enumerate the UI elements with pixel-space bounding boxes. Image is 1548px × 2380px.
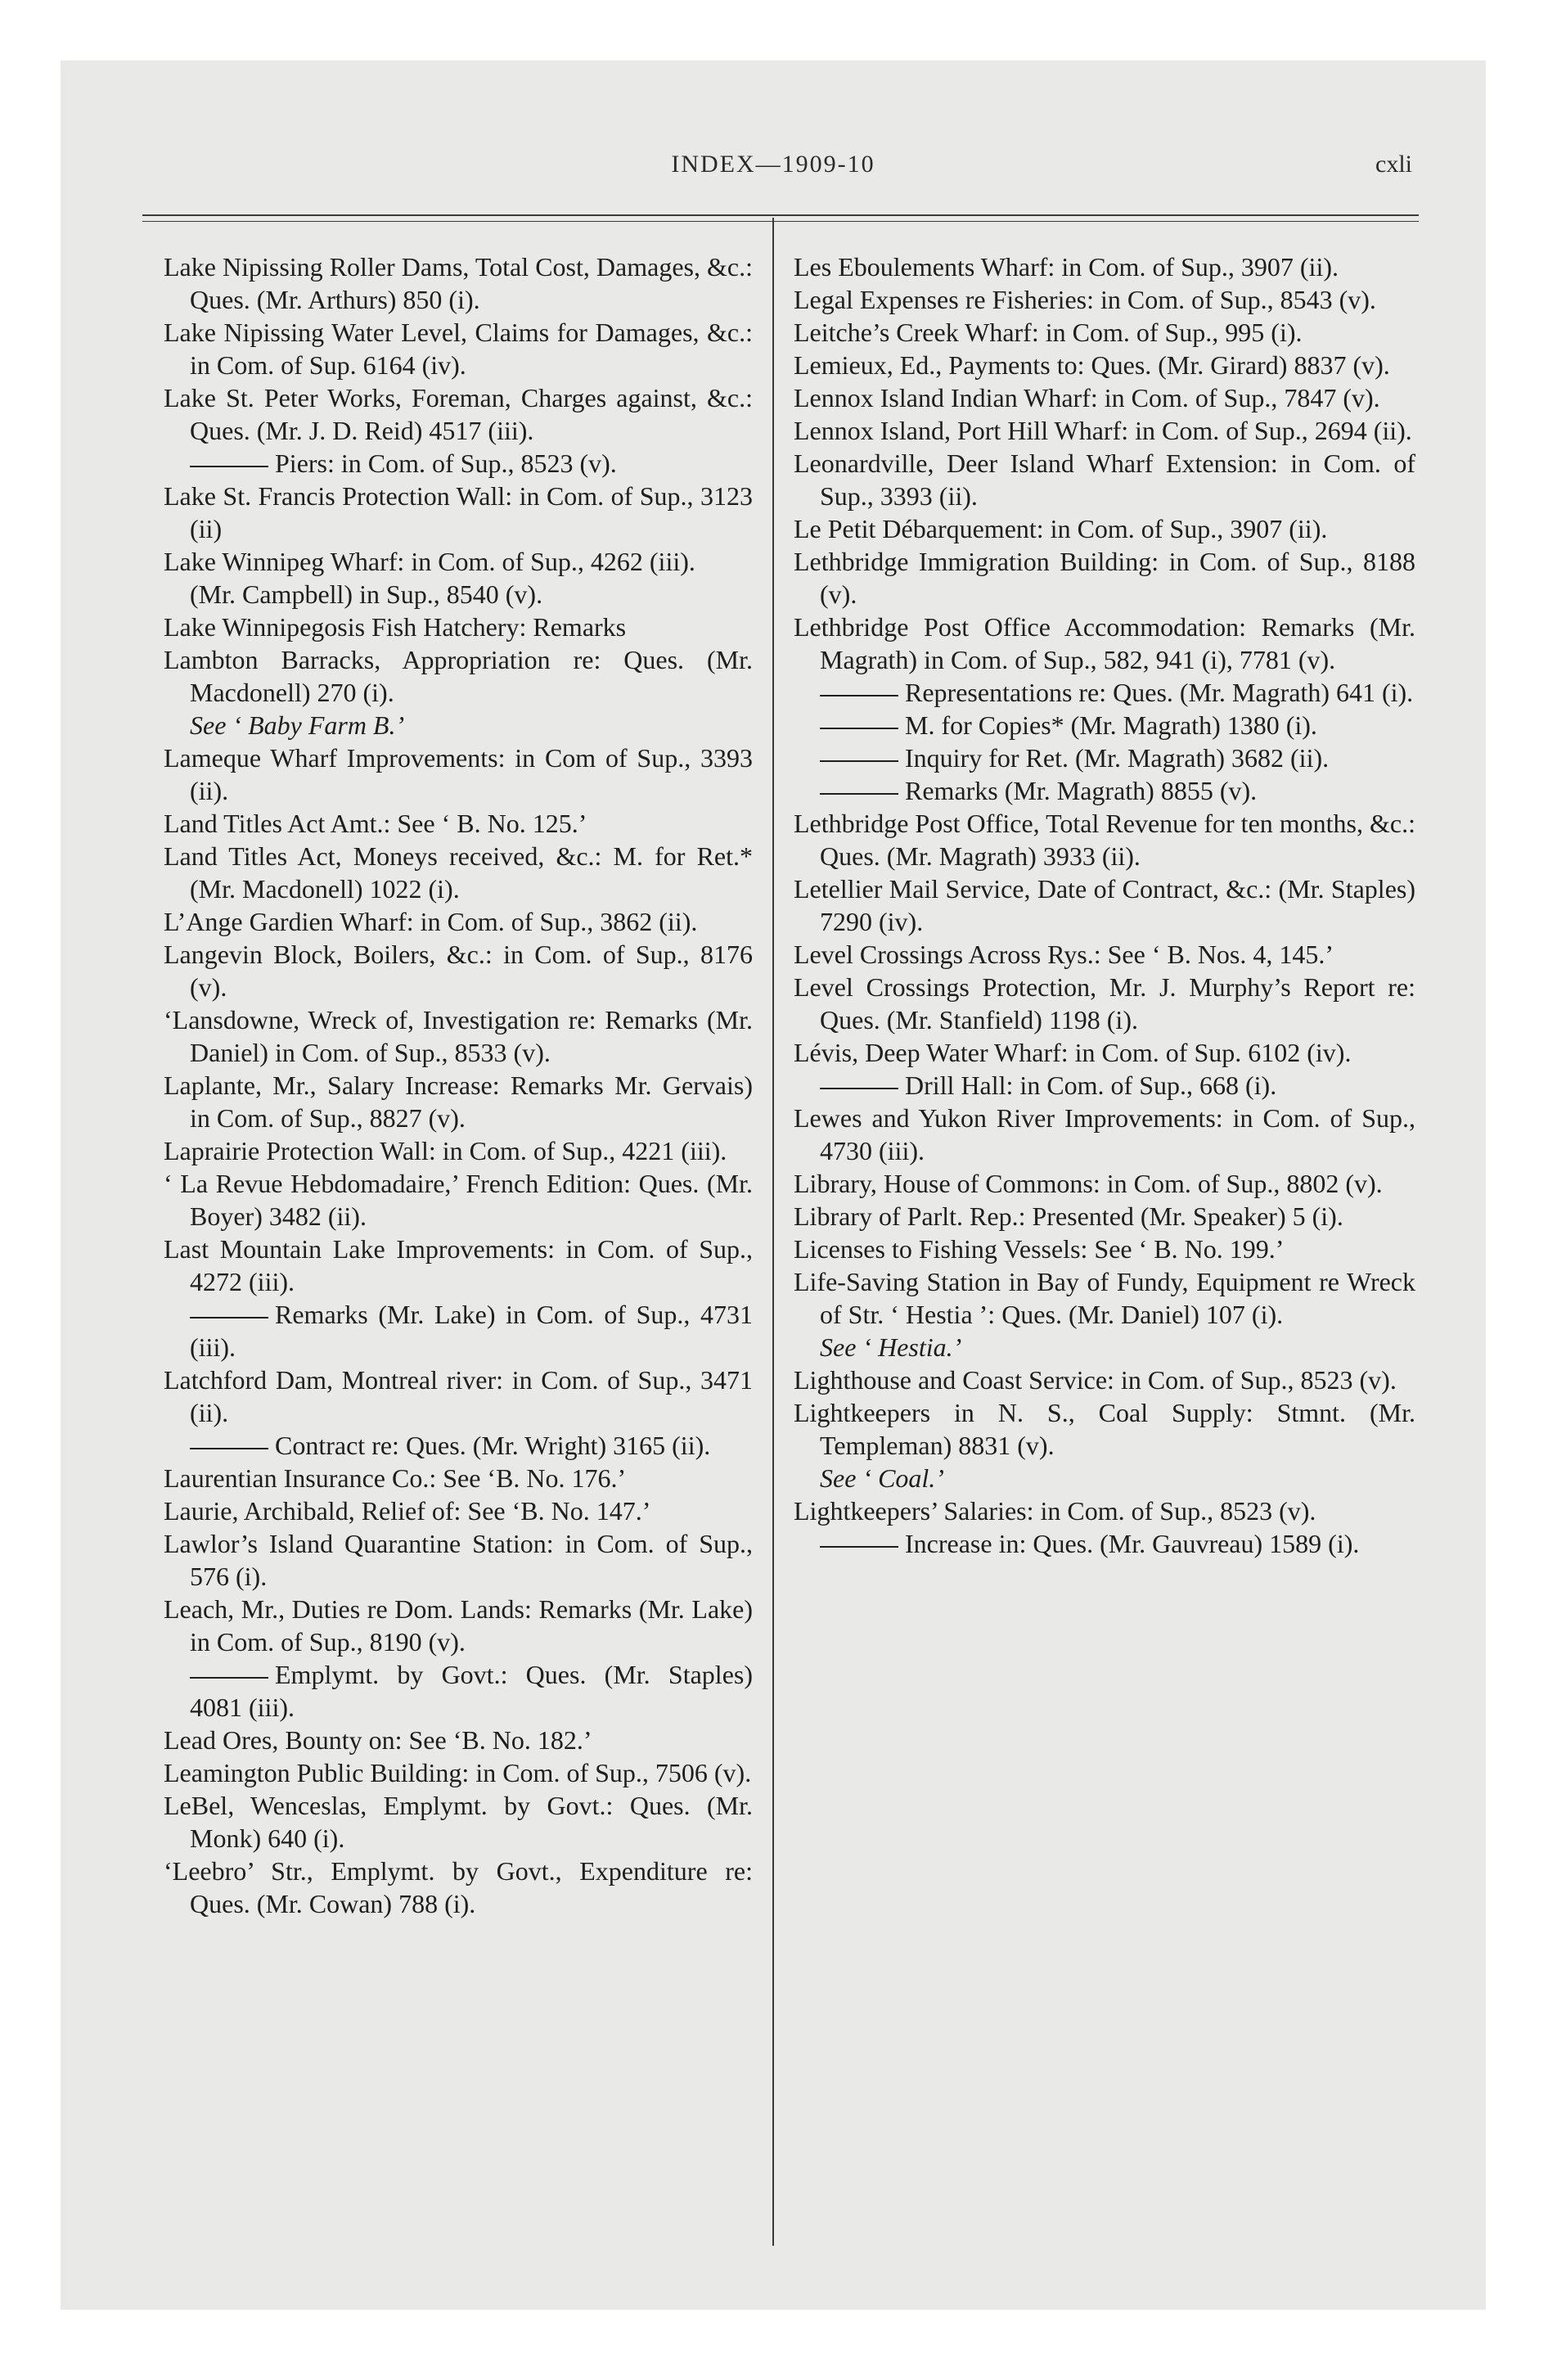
- index-entry: Land Titles Act, Moneys received, &c.: M. for Ret.* (Mr. Macdonell) 1022 (i).: [164, 841, 753, 904]
- index-entry: Leitche’s Creek Wharf: in Com. of Sup., 995 (i).: [794, 318, 1303, 347]
- ditto-dash: [190, 1317, 268, 1318]
- index-entry: Library, House of Commons: in Com. of Sup., 8802 (v).: [794, 1169, 1383, 1198]
- index-entry: Letellier Mail Service, Date of Contract, &c.: (Mr. Staples) 7290 (iv).: [794, 874, 1415, 936]
- index-subentry: [164, 1429, 753, 1462]
- index-entry: Laurie, Archibald, Relief of: See ‘B. No. 147.’: [164, 1496, 651, 1526]
- index-entry: Lambton Barracks, Appropriation re: Ques. (Mr. Macdonell) 270 (i).: [164, 645, 753, 707]
- header-rule: [142, 214, 1419, 216]
- index-subentry: [164, 1658, 753, 1724]
- index-entry: L’Ange Gardien Wharf: in Com. of Sup., 3862 (ii).: [164, 907, 698, 936]
- index-entry: Lennox Island Indian Wharf: in Com. of Sup., 7847 (v).: [794, 383, 1380, 412]
- index-entry: Lewes and Yukon River Improvements: in Com. of Sup., 4730 (iii).: [794, 1103, 1415, 1165]
- index-column-left: [164, 250, 753, 1920]
- index-entry: Lake St. Francis Protection Wall: in Com. of Sup., 3123 (ii): [164, 481, 753, 543]
- index-entry: Laplante, Mr., Salary Increase: Remarks Mr. Gervais) in Com. of Sup., 8827 (v).: [164, 1071, 753, 1133]
- index-entry: Langevin Block, Boilers, &c.: in Com. of Sup., 8176 (v).: [164, 940, 753, 1002]
- index-entry: Last Mountain Lake Improvements: in Com. of Sup., 4272 (iii).: [164, 1234, 753, 1296]
- index-entry: Lawlor’s Island Quarantine Station: in Com. of Sup., 576 (i).: [164, 1529, 753, 1591]
- index-entry: ‘ La Revue Hebdomadaire,’ French Edition: Ques. (Mr. Boyer) 3482 (ii).: [164, 1169, 753, 1231]
- ditto-dash: [190, 1448, 268, 1449]
- index-subentry: [794, 741, 1415, 774]
- index-subentry: [794, 1069, 1415, 1102]
- index-entry: Land Titles Act Amt.: See ‘ B. No. 125.’: [164, 809, 587, 838]
- index-entry: Legal Expenses re Fisheries: in Com. of Sup., 8543 (v).: [794, 285, 1376, 314]
- subentry-text: Contract re: Ques. (Mr. Wright) 3165 (ii).: [275, 1431, 711, 1460]
- index-column-right: [794, 250, 1415, 1560]
- index-entry: Lake Nipissing Roller Dams, Total Cost, Damages, &c.: Ques. (Mr. Arthurs) 850 (i).: [164, 252, 753, 314]
- subentry-text: Remarks (Mr. Lake) in Com. of Sup., 4731 (iii).: [190, 1300, 753, 1362]
- ditto-dash: [820, 1088, 898, 1089]
- index-entry: Les Eboulements Wharf: in Com. of Sup., 3907 (ii).: [794, 252, 1339, 282]
- index-subentry: [164, 1298, 753, 1364]
- index-entry: Lethbridge Post Office Accommodation: Remarks (Mr. Magrath) in Com. of Sup., 582, 941 (i), 7781 (v).: [794, 612, 1415, 674]
- running-title: INDEX—1909-10: [671, 151, 875, 178]
- subentry-text: M. for Copies* (Mr. Magrath) 1380 (i).: [905, 710, 1317, 740]
- index-see-reference: See ‘ Baby Farm B.’: [190, 710, 405, 740]
- index-entry: Laurentian Insurance Co.: See ‘B. No. 176.’: [164, 1463, 627, 1493]
- ditto-dash: [820, 760, 898, 762]
- ditto-dash: [820, 728, 898, 729]
- index-subentry: [164, 447, 753, 480]
- index-entry: Leonardville, Deer Island Wharf Extension: in Com. of Sup., 3393 (ii).: [794, 449, 1415, 511]
- index-entry: Level Crossings Across Rys.: See ‘ B. Nos. 4, 145.’: [794, 940, 1334, 969]
- subentry-text: Representations re: Ques. (Mr. Magrath) 641 (i).: [905, 678, 1414, 707]
- index-entry: Lead Ores, Bounty on: See ‘B. No. 182.’: [164, 1725, 592, 1755]
- ditto-dash: [820, 1546, 898, 1548]
- index-entry: Library of Parlt. Rep.: Presented (Mr. Speaker) 5 (i).: [794, 1201, 1343, 1231]
- index-entry: Life-Saving Station in Bay of Fundy, Equipment re Wreck of Str. ‘ Hestia ’: Ques. (Mr. Daniel) 107 (i).: [794, 1267, 1415, 1329]
- index-entry: ‘Leebro’ Str., Emplymt. by Govt., Expenditure re: Ques. (Mr. Cowan) 788 (i).: [164, 1856, 753, 1918]
- page-header: [61, 151, 1486, 200]
- index-entry: ‘Lansdowne, Wreck of, Investigation re: Remarks (Mr. Daniel) in Com. of Sup., 8533 (v).: [164, 1005, 753, 1067]
- index-entry: LeBel, Wenceslas, Emplymt. by Govt.: Ques. (Mr. Monk) 640 (i).: [164, 1791, 753, 1853]
- scanned-page: [61, 61, 1486, 2310]
- index-entry: Lightkeepers in N. S., Coal Supply: Stmnt. (Mr. Templeman) 8831 (v).: [794, 1398, 1415, 1460]
- subentry-text: Remarks (Mr. Magrath) 8855 (v).: [905, 776, 1258, 805]
- index-continuation: (Mr. Campbell) in Sup., 8540 (v).: [190, 579, 543, 609]
- subentry-text: Drill Hall: in Com. of Sup., 668 (i).: [905, 1071, 1277, 1100]
- subentry-text: Increase in: Ques. (Mr. Gauvreau) 1589 (i).: [905, 1529, 1360, 1558]
- column-divider: [772, 218, 774, 2246]
- index-entry: Lethbridge Immigration Building: in Com. of Sup., 8188 (v).: [794, 547, 1415, 609]
- index-subentry: [794, 1527, 1415, 1560]
- page-number: cxli: [1375, 151, 1412, 178]
- index-entry: Lemieux, Ed., Payments to: Ques. (Mr. Girard) 8837 (v).: [794, 350, 1390, 380]
- index-entry: Lake Winnipegosis Fish Hatchery: Remarks: [164, 612, 627, 642]
- ditto-dash: [820, 793, 898, 795]
- index-entry: Le Petit Débarquement: in Com. of Sup., 3907 (ii).: [794, 514, 1328, 543]
- index-entry: Lévis, Deep Water Wharf: in Com. of Sup. 6102 (iv).: [794, 1038, 1352, 1067]
- index-entry: Lethbridge Post Office, Total Revenue for ten months, &c.: Ques. (Mr. Magrath) 3933 (ii).: [794, 809, 1415, 871]
- index-entry: Level Crossings Protection, Mr. J. Murphy’s Report re: Ques. (Mr. Stanfield) 1198 (i).: [794, 972, 1415, 1034]
- index-entry: Lake Nipissing Water Level, Claims for Damages, &c.: in Com. of Sup. 6164 (iv).: [164, 318, 753, 380]
- index-entry: Lake St. Peter Works, Foreman, Charges against, &c.: Ques. (Mr. J. D. Reid) 4517 (iii).: [164, 383, 753, 445]
- index-subentry: [794, 676, 1415, 709]
- index-see-reference: See ‘ Coal.’: [820, 1463, 944, 1493]
- subentry-text: Inquiry for Ret. (Mr. Magrath) 3682 (ii).: [905, 743, 1330, 773]
- index-entry: Lighthouse and Coast Service: in Com. of Sup., 8523 (v).: [794, 1365, 1397, 1395]
- subentry-text: Emplymt. by Govt.: Ques. (Mr. Staples) 4081 (iii).: [190, 1660, 753, 1722]
- index-entry: Leach, Mr., Duties re Dom. Lands: Remarks (Mr. Lake) in Com. of Sup., 8190 (v).: [164, 1594, 753, 1657]
- index-entry: Latchford Dam, Montreal river: in Com. of Sup., 3471 (ii).: [164, 1365, 753, 1427]
- header-rule-thin: [142, 221, 1419, 222]
- index-entry: Lightkeepers’ Salaries: in Com. of Sup., 8523 (v).: [794, 1496, 1316, 1526]
- ditto-dash: [190, 466, 268, 467]
- index-entry: Leamington Public Building: in Com. of Sup., 7506 (v).: [164, 1758, 752, 1787]
- index-entry: Lameque Wharf Improvements: in Com of Sup., 3393 (ii).: [164, 743, 753, 805]
- index-see-reference: See ‘ Hestia.’: [820, 1332, 962, 1362]
- index-entry: Licenses to Fishing Vessels: See ‘ B. No. 199.’: [794, 1234, 1285, 1264]
- index-subentry: [794, 774, 1415, 807]
- ditto-dash: [820, 695, 898, 696]
- ditto-dash: [190, 1677, 268, 1679]
- index-entry: Lake Winnipeg Wharf: in Com. of Sup., 4262 (iii).: [164, 547, 695, 576]
- index-subentry: [794, 709, 1415, 741]
- subentry-text: Piers: in Com. of Sup., 8523 (v).: [275, 449, 617, 478]
- index-entry: Laprairie Protection Wall: in Com. of Sup., 4221 (iii).: [164, 1136, 727, 1165]
- index-entry: Lennox Island, Port Hill Wharf: in Com. of Sup., 2694 (ii).: [794, 416, 1412, 445]
